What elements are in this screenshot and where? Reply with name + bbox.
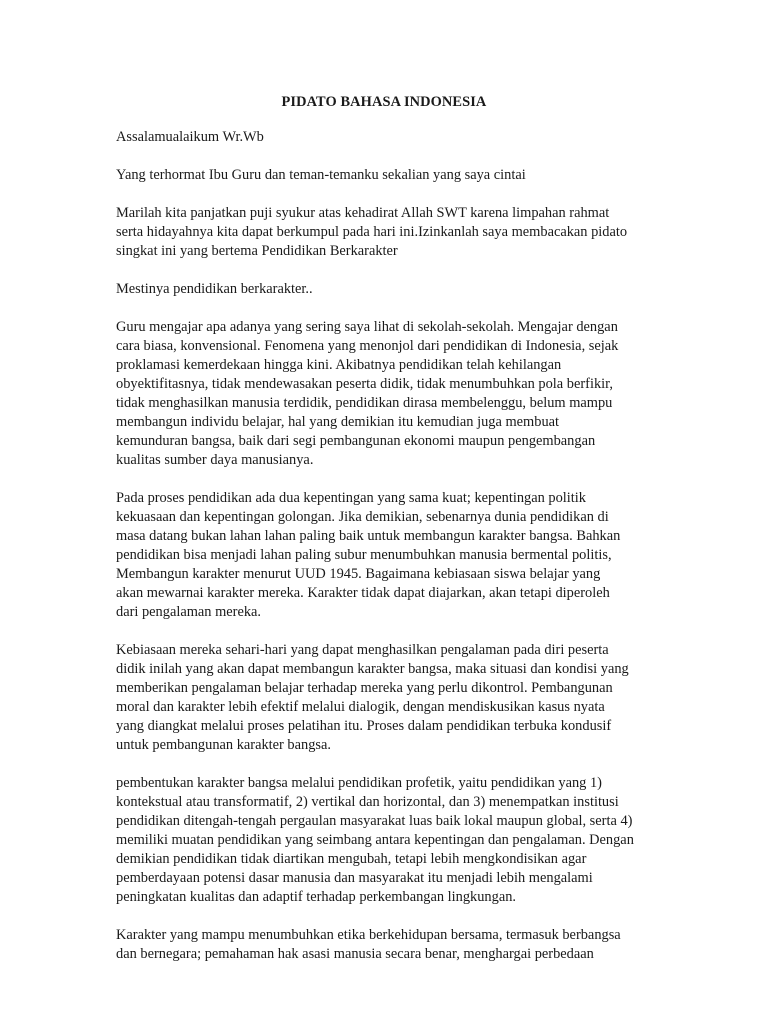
paragraph-character: Karakter yang mampu menumbuhkan etika berkehidupan bersama, termasuk berbangsa dan bernegara; pemahaman hak asasi manusia secara benar, menghargai perbedaan <box>116 927 621 962</box>
paragraph-salutation: Yang terhormat Ibu Guru dan teman-temanku sekalian yang saya cintai <box>116 167 526 183</box>
paragraph-theme: Mestinya pendidikan berkarakter.. <box>116 281 313 297</box>
paragraph-teaching: Guru mengajar apa adanya yang sering saya lihat di sekolah-sekolah. Mengajar dengan cara biasa, konvensional. Fenomena yang menonjol dari pendidikan di Indonesia, sejak proklamasi kemerdekaan hingga kini. Akibatnya pendidikan telah kehilangan obyektifitasnya, tidak mendewasakan peserta didik, tidak menumbuhkan pola berfikir, tidak menghasilkan manusia terdidik, pendidikan dirasa membelenggu, belum mampu membangun individu belajar, hal yang demikian itu kemudian juga membuat kemunduran bangsa, baik dari segi pembangunan ekonomi maupun pengembangan kualitas sumber daya manusianya. <box>116 319 619 468</box>
paragraph-habits: Kebiasaan mereka sehari-hari yang dapat menghasilkan pengalaman pada diri peserta didik inilah yang akan dapat membangun karakter bangsa, maka situasi dan kondisi yang memberikan pengalaman belajar terhadap mereka yang perlu dikontrol. Pembangunan moral dan karakter lebih efektif melalui dialogik, dengan mendiskusikan kasus nyata yang diangkat melalui proses pelatihan itu. Proses dalam pendidikan terbuka kondusif untuk pembangunan karakter bangsa. <box>116 642 629 753</box>
paragraph-prophetic: pembentukan karakter bangsa melalui pendidikan profetik, yaitu pendidikan yang 1) kontekstual atau transformatif, 2) vertikal dan horizontal, dan 3) menempatkan institusi pendidikan ditengah-tengah pergaulan masyarakat luas baik lokal maupun global, serta 4) memiliki muatan pendidikan yang seimbang antara kepentingan dan pengalaman. Dengan demikian pendidikan tidak diartikan mengubah, tetapi lebih mengkondisikan agar pemberdayaan potensi dasar manusia dan masyarakat itu menjadi lebih mengalami peningkatan kualitas dan adaptif terhadap perkembangan lingkungan. <box>116 775 634 905</box>
paragraph-opening: Marilah kita panjatkan puji syukur atas kehadirat Allah SWT karena limpahan rahmat serta hidayahnya kita dapat berkumpul pada hari ini.Izinkanlah saya membacakan pidato singkat ini yang bertema Pendidikan Berkarakter <box>116 205 628 259</box>
document-title: PIDATO BAHASA INDONESIA <box>281 94 487 110</box>
paragraph-greeting: Assalamualaikum Wr.Wb <box>116 129 264 145</box>
paragraph-process: Pada proses pendidikan ada dua kepentingan yang sama kuat; kepentingan politik kekuasaan dan kepentingan golongan. Jika demikian, sebenarnya dunia pendidikan di masa datang bukan lahan lahan paling baik untuk membangun karakter bangsa. Bahkan pendidikan bisa menjadi lahan paling subur menumbuhkan manusia bermental politis, Membangun karakter menurut UUD 1945. Bagaimana kebiasaan siswa belajar yang akan mewarnai karakter mereka. Karakter tidak dapat diajarkan, akan tetapi diperoleh dari pengalaman mereka. <box>116 490 621 620</box>
document-body <box>116 128 656 983</box>
